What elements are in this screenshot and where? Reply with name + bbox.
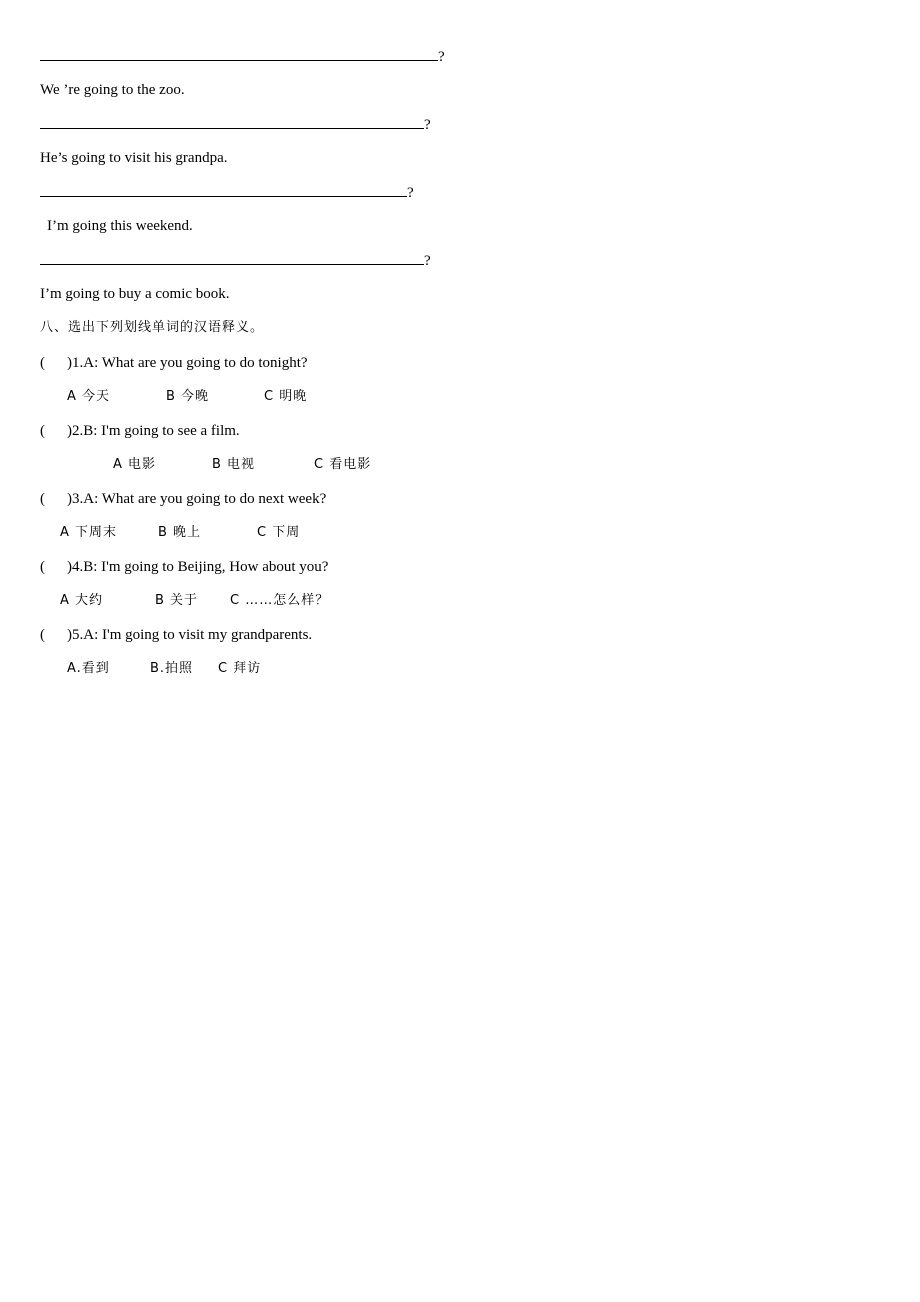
option-c[interactable]: C 明晚 <box>264 389 308 404</box>
blank-underline[interactable] <box>40 182 407 197</box>
question-text: )2.B: I'm going to see a film. <box>67 423 240 439</box>
option-a[interactable]: A 电影 <box>113 457 157 472</box>
question-text: )5.A: I'm going to visit my grandparents. <box>67 627 313 643</box>
answer-blank-line-4[interactable] <box>40 250 431 271</box>
answer-blank-line-3[interactable] <box>40 182 414 203</box>
option-b[interactable]: B.拍照 <box>150 661 194 676</box>
given-answer-2: He’s going to visit his grandpa. <box>40 150 228 166</box>
answer-paren[interactable]: ( <box>40 423 45 439</box>
question-text: )4.B: I'm going to Beijing, How about you? <box>67 559 329 575</box>
blank-underline[interactable] <box>40 250 424 265</box>
question-mark: ? <box>407 185 414 201</box>
question-5 <box>40 625 312 645</box>
option-b[interactable]: B 今晚 <box>166 389 210 404</box>
option-c[interactable]: C 下周 <box>257 525 301 540</box>
question-mark: ? <box>424 253 431 269</box>
option-a[interactable]: A.看到 <box>67 661 110 676</box>
question-text: )3.A: What are you going to do next week? <box>67 491 327 507</box>
blank-underline[interactable] <box>40 46 438 61</box>
given-answer-4: I’m going to buy a comic book. <box>40 286 230 302</box>
option-c[interactable]: C 看电影 <box>314 457 372 472</box>
option-a[interactable]: A 大约 <box>60 593 104 608</box>
option-b[interactable]: B 电视 <box>212 457 256 472</box>
question-text: )1.A: What are you going to do tonight? <box>67 355 308 371</box>
option-a[interactable]: A 今天 <box>67 389 111 404</box>
question-2 <box>40 421 240 441</box>
question-mark: ? <box>424 117 431 133</box>
given-answer-3: I’m going this weekend. <box>47 218 193 234</box>
option-b[interactable]: B 晚上 <box>158 525 202 540</box>
answer-paren[interactable]: ( <box>40 355 45 371</box>
question-4 <box>40 557 328 577</box>
option-c[interactable]: C ……怎么样？ <box>230 593 330 608</box>
answer-paren[interactable]: ( <box>40 559 45 575</box>
option-a[interactable]: A 下周末 <box>60 525 118 540</box>
question-mark: ? <box>438 49 445 65</box>
question-3 <box>40 489 326 509</box>
section-title: 八、选出下列划线单词的汉语释义。 <box>40 320 265 335</box>
given-answer-1: We ’re going to the zoo. <box>40 82 185 98</box>
question-1 <box>40 353 308 373</box>
blank-underline[interactable] <box>40 114 424 129</box>
answer-blank-line-1[interactable] <box>40 46 445 67</box>
answer-paren[interactable]: ( <box>40 491 45 507</box>
answer-paren[interactable]: ( <box>40 627 45 643</box>
option-c[interactable]: C 拜访 <box>218 661 262 676</box>
answer-blank-line-2[interactable] <box>40 114 431 135</box>
option-b[interactable]: B 关于 <box>155 593 199 608</box>
